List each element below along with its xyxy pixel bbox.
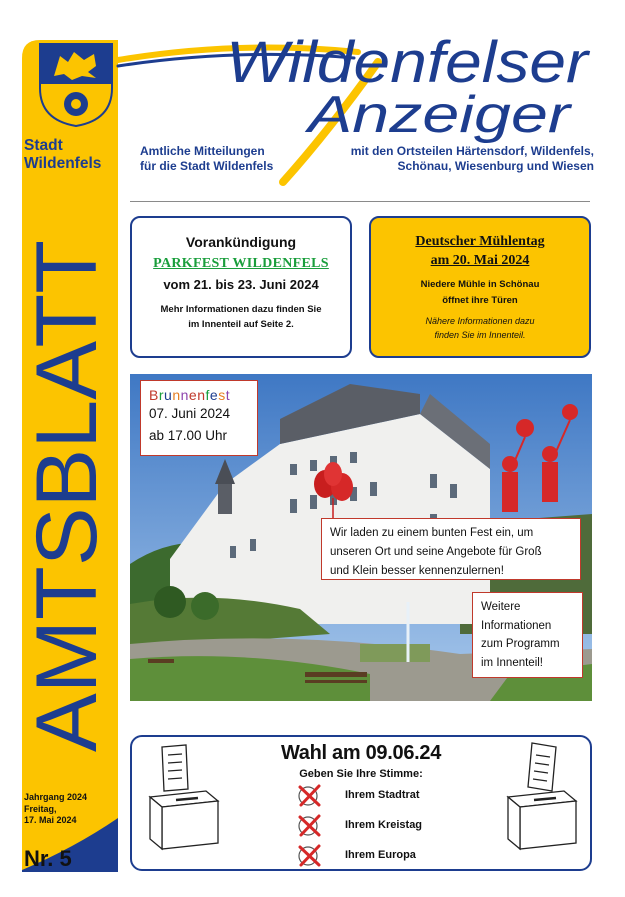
brunnenfest-time: ab 17.00 Uhr	[149, 428, 228, 443]
crest-icon	[38, 42, 114, 128]
castle-photo	[130, 374, 592, 701]
parkfest-heading: Vorankündigung	[185, 234, 297, 250]
brunnenfest-title-letter: B	[149, 387, 159, 403]
vote-item-europa	[297, 843, 457, 867]
muehlentag-sub-line-2: öffnet ihre Türen	[442, 295, 518, 306]
parkfest-date: vom 21. bis 23. Juni 2024	[163, 277, 319, 292]
vertical-title	[19, 236, 115, 756]
brunnenfest-title-letter: e	[209, 387, 219, 403]
city-line-2: Wildenfels	[24, 155, 102, 172]
date-label: 17. Mai 2024	[24, 815, 77, 825]
muehlentag-box	[369, 216, 591, 358]
more-info-line-4: im Innenteil!	[481, 656, 544, 669]
jahrgang-label: Jahrgang 2024	[24, 792, 88, 802]
sidebar-strip	[14, 40, 118, 872]
masthead-title-line-1: Wildenfelser	[226, 30, 592, 95]
vote-label-stadtrat: Ihrem Stadtrat	[345, 789, 420, 801]
muehlentag-info-line-1: Nähere Informationen dazu	[425, 316, 535, 326]
muehlentag-subheading	[371, 277, 589, 309]
masthead-subtitle-right	[351, 144, 594, 174]
brunnenfest-title-letter: n	[172, 387, 181, 403]
cross-mark-icon	[297, 813, 323, 837]
brunnenfest-title-letter: r	[158, 387, 165, 403]
brunnenfest-title	[149, 387, 257, 403]
parkfest-info-line-1: Mehr Informationen dazu finden Sie	[160, 304, 322, 315]
invitation-line-3: und Klein besser kennenzulernen!	[330, 565, 504, 577]
election-subtitle: Geben Sie Ihre Stimme:	[299, 768, 423, 780]
city-line-1: Stadt	[24, 137, 63, 154]
muehlentag-heading-line-2: am 20. Mai 2024	[430, 253, 530, 268]
parkfest-info	[132, 302, 350, 332]
brunnenfest-title-letter: e	[188, 387, 198, 403]
more-info-line-2: Informationen	[481, 619, 552, 632]
vote-label-kreistag: Ihrem Kreistag	[345, 819, 423, 831]
invitation-line-2: unseren Ort und seine Angebote für Groß	[330, 546, 542, 558]
masthead-divider	[130, 201, 590, 202]
brunnenfest-title-letter: n	[180, 387, 189, 403]
cross-mark-icon	[297, 843, 323, 867]
muehlentag-sub-line-1: Niedere Mühle in Schönau	[420, 279, 540, 290]
masthead-subtitle-left	[140, 144, 273, 174]
subtitle-right-line-2: Schönau, Wiesenburg und Wiesen	[397, 159, 594, 173]
city-name	[24, 137, 101, 173]
brunnenfest-more-info	[472, 592, 583, 678]
election-title: Wahl am 09.06.24	[280, 742, 442, 764]
brunnenfest-invitation	[321, 518, 581, 580]
muehlentag-heading	[371, 232, 589, 270]
muehlentag-heading-line-1: Deutscher Mühlentag	[415, 234, 545, 249]
brunnenfest-title-letter: t	[225, 387, 231, 403]
parkfest-info-line-2: im Innenteil auf Seite 2.	[188, 319, 294, 330]
weekday-label: Freitag,	[24, 803, 57, 814]
vote-label-europa: Ihrem Europa	[345, 849, 416, 861]
brunnenfest-title-letter: s	[218, 387, 226, 403]
parkfest-box	[130, 216, 352, 358]
subtitle-left-line-2: für die Stadt Wildenfels	[140, 159, 274, 173]
muehlentag-info	[371, 314, 589, 342]
brunnenfest-title-letter: n	[197, 387, 206, 403]
issue-number: Nr. 5	[24, 846, 72, 871]
brunnenfest-box	[140, 380, 258, 456]
subtitle-right-line-1: mit den Ortsteilen Härtensdorf, Wildenfels,	[350, 144, 594, 158]
muehlentag-info-line-2: finden Sie im Innenteil.	[434, 330, 526, 340]
masthead	[118, 22, 618, 192]
brunnenfest-title-letter: u	[164, 387, 173, 403]
more-info-line-3: zum Programm	[481, 638, 560, 650]
issue-meta	[24, 792, 87, 827]
more-info-line-1: Weitere	[481, 601, 521, 613]
vote-item-stadtrat	[297, 783, 457, 807]
cross-mark-icon	[297, 783, 323, 807]
subtitle-left-line-1: Amtliche Mitteilungen	[140, 144, 265, 158]
vote-item-kreistag	[297, 813, 457, 837]
brunnenfest-title-letter: f	[205, 387, 210, 403]
vertical-title-text: AMTSBLATT	[19, 251, 115, 752]
brunnenfest-date: 07. Juni 2024	[149, 406, 231, 421]
election-box	[130, 735, 592, 871]
parkfest-name: PARKFEST WILDENFELS	[153, 256, 329, 271]
invitation-line-1: Wir laden zu einem bunten Fest ein, um	[330, 527, 534, 539]
masthead-title-line-2: Anzeiger	[304, 86, 574, 144]
